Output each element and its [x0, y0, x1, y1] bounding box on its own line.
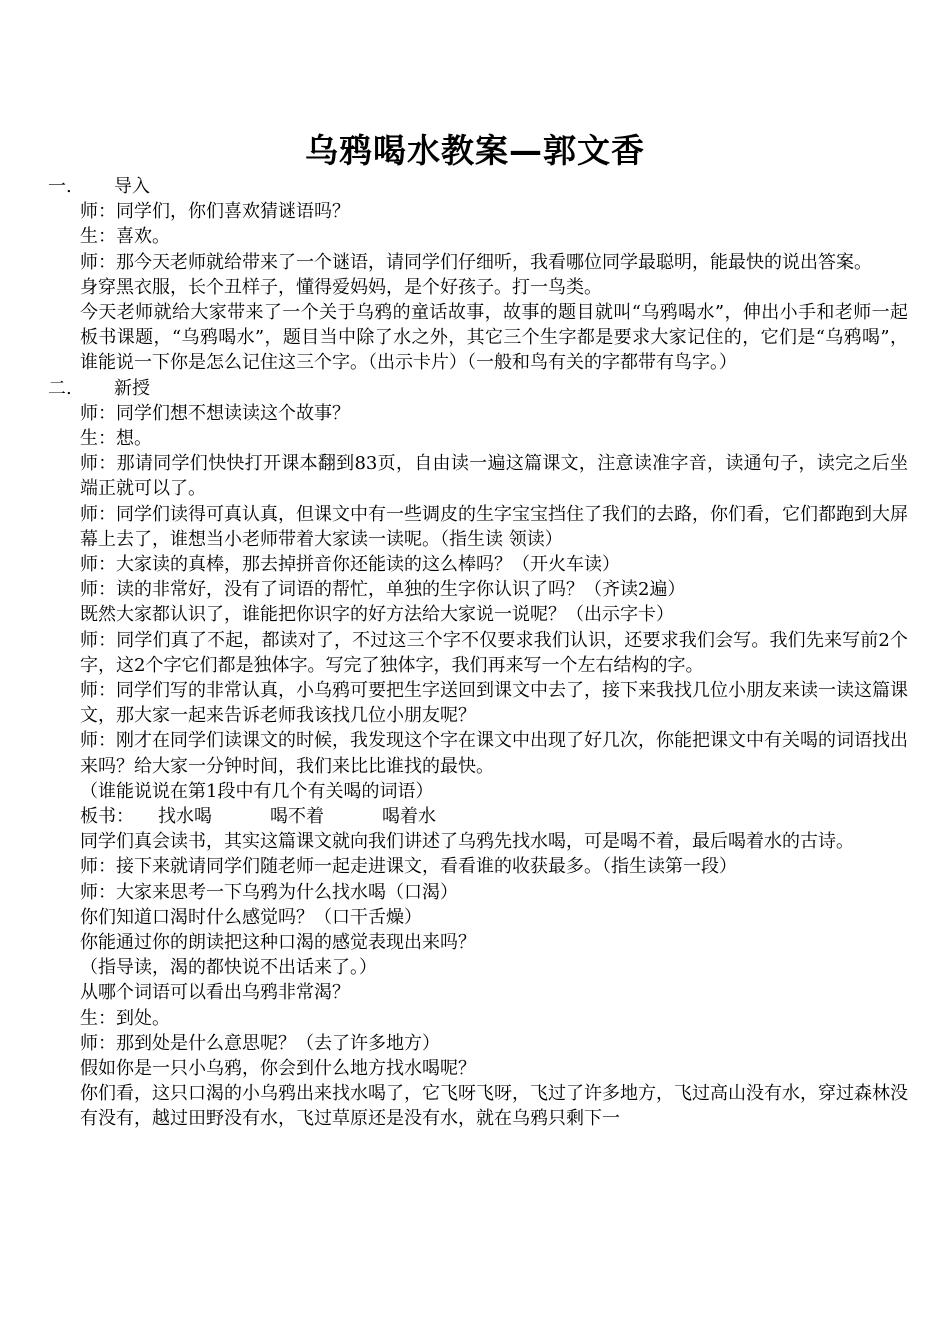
- section-heading-new-lesson: [0, 376, 950, 401]
- document-title: 乌鸦喝水教案—郭文香: [305, 131, 645, 170]
- section-number: 二.: [48, 377, 72, 399]
- paragraph: 师：大家来思考一下乌鸦为什么找水喝（口渴）: [80, 881, 458, 903]
- paragraph: 师：那今天老师就给带来了一个谜语，请同学们仔细听，我看哪位同学最聪明，能最快的说出答案。: [80, 251, 872, 273]
- paragraph: 师：同学们想不想读读这个故事？: [80, 402, 350, 424]
- paragraph: 假如你是一只小乌鸦，你会到什么地方找水喝呢？: [80, 1058, 476, 1080]
- paragraph: 既然大家都认识了，谁能把你识字的好方法给大家说一说呢？（出示字卡）: [80, 604, 674, 626]
- paragraph: 师：刚才在同学们读课文的时候，我发现这个字在课文中出现了好几次，你能把课文中有关喝的词语找出来吗？给大家一分钟时间，我们来比比谁找的最快。: [80, 730, 908, 777]
- section-heading-intro: [0, 174, 950, 199]
- paragraph: 师：同学们写的非常认真，小乌鸦可要把生字送回到课文中去了，接下来我找几位小朋友来读一读这篇课文，那大家一起来告诉老师我该找几位小朋友呢？: [80, 680, 908, 727]
- paragraph: （谁能说说在第1段中有几个有关喝的词语）: [80, 780, 434, 802]
- section-title: 新授: [114, 377, 150, 399]
- paragraph: 生：想。: [80, 428, 152, 449]
- paragraph: 师：读的非常好，没有了词语的帮忙，单独的生字你认识了吗？（齐读2遍）: [80, 579, 686, 601]
- document-body: [0, 174, 950, 1132]
- paragraph: 你们看，这只口渴的小乌鸦出来找水喝了，它飞呀飞呀，飞过了许多地方，飞过高山没有水，穿过森林没有没有，越过田野没有水，飞过草原还是没有水，就在乌鸦只剩下一: [80, 1083, 908, 1130]
- blackboard-notes: [80, 804, 950, 829]
- paragraph: 师：同学们读得可真认真，但课文中有一些调皮的生字宝宝挡住了我们的去路，你们看，它们都跑到大屏幕上去了，谁想当小老师带着大家读一读呢。（指生读 领读）: [80, 503, 908, 550]
- board-item: 喝着水: [382, 806, 436, 828]
- board-label: 板书：: [80, 806, 134, 828]
- paragraph: 你能通过你的朗读把这种口渴的感觉表现出来吗？: [80, 932, 476, 954]
- paragraph: 你们知道口渴时什么感觉吗？（口干舌燥）: [80, 906, 422, 928]
- board-item: 找水喝: [158, 806, 212, 828]
- paragraph: 师：那请同学们快快打开课本翻到83页，自由读一遍这篇课文，注意读准字音，读通句子，读完之后坐端正就可以了。: [80, 453, 908, 500]
- board-item: 喝不着: [270, 806, 324, 828]
- paragraph: 师：接下来就请同学们随老师一起走进课文，看看谁的收获最多。（指生读第一段）: [80, 856, 737, 878]
- paragraph: 身穿黑衣服，长个丑样子，懂得爱妈妈，是个好孩子。打一鸟类。: [80, 276, 602, 298]
- paragraph: 生：喜欢。: [80, 226, 170, 248]
- paragraph: 师：同学们真了不起，都读对了，不过这三个字不仅要求我们认识，还要求我们会写。我们先来写前2个字，这2个字它们都是独体字。写完了独体字，我们再来写一个左右结构的字。: [80, 629, 908, 676]
- paragraph: 从哪个词语可以看出乌鸦非常渴？: [80, 982, 350, 1004]
- paragraph: 生：到处。: [80, 1007, 170, 1029]
- paragraph: 师：大家读的真棒，那去掉拼音你还能读的这么棒吗？（开火车读）: [80, 554, 620, 576]
- section-number: 一.: [48, 176, 72, 197]
- paragraph: 师：同学们，你们喜欢猜谜语吗？: [80, 201, 350, 223]
- paragraph: 今天老师就给大家带来了一个关于乌鸦的童话故事，故事的题目就叫“乌鸦喝水”，伸出小手和老师一起板书课题，“乌鸦喝水”，题目当中除了水之外，其它三个生字都是要求大家记住的，它们是“乌鸦喝”，谁能说一下你是怎么记住这三个字。（出示卡片）（一般和鸟有关的字都带有鸟字。）: [80, 302, 908, 374]
- section-title: 导入: [114, 176, 150, 197]
- paragraph: （指导读，渴的都快说不出话来了。）: [80, 957, 377, 979]
- paragraph: 同学们真会读书，其实这篇课文就向我们讲述了乌鸦先找水喝，可是喝不着，最后喝着水的古诗。: [80, 831, 854, 853]
- paragraph: 师：那到处是什么意思呢？（去了许多地方）: [80, 1032, 440, 1054]
